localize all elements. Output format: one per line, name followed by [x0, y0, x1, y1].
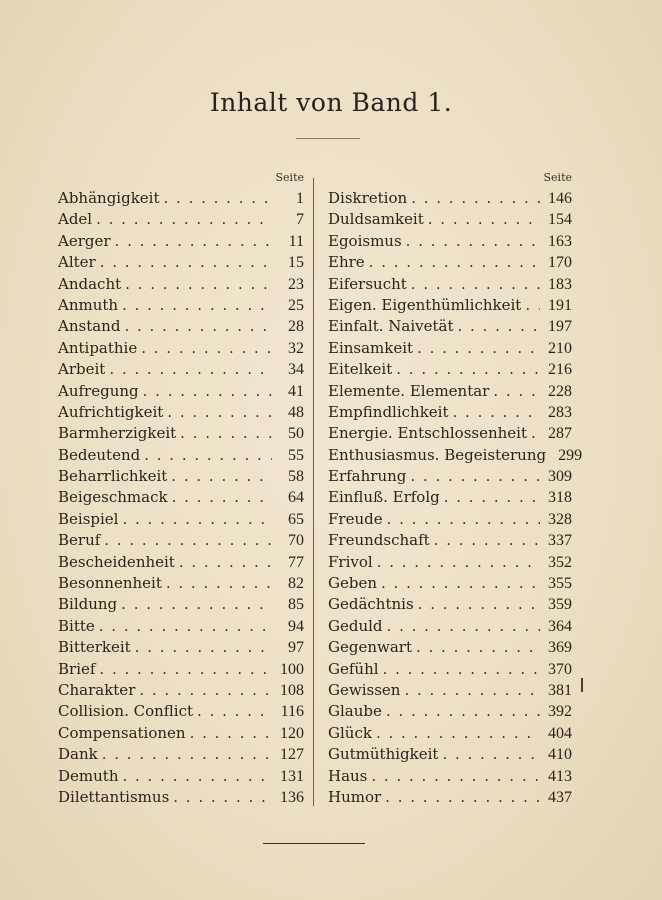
toc-entry [328, 445, 583, 466]
toc-entry-term: Besonnenheit [58, 574, 162, 593]
toc-entry-term: Gedächtnis [328, 595, 414, 614]
toc-entry-term: Bedeutend [58, 445, 141, 464]
dot-leader [124, 316, 272, 337]
column-header-left: Seite [275, 171, 304, 184]
dot-leader [376, 723, 540, 744]
dot-leader [122, 509, 272, 530]
dot-leader [369, 252, 540, 273]
dot-leader [167, 402, 272, 423]
toc-entry-term: Beruf [58, 531, 101, 550]
toc-entry-term: Enthusiasmus. Begeisterung [328, 445, 547, 464]
toc-entry-page: 94 [288, 617, 304, 635]
toc-entry-page: 381 [548, 681, 572, 699]
toc-entry-term: Beharrlichkeit [58, 467, 168, 486]
toc-entry-term: Andacht [58, 274, 122, 293]
toc-entry-term: Diskretion [328, 189, 408, 207]
toc-entry [58, 466, 304, 487]
toc-entry-term: Anstand [58, 317, 121, 336]
toc-entry [328, 231, 572, 252]
toc-entry [328, 637, 572, 658]
toc-entry-page: 85 [288, 596, 304, 614]
toc-entry [58, 316, 304, 337]
column-header-right: Seite [543, 171, 572, 184]
toc-entry [58, 231, 304, 252]
dot-leader [404, 680, 540, 701]
toc-entry-page: 191 [548, 296, 572, 314]
toc-entry-page: 404 [548, 724, 572, 742]
toc-entry-page: 116 [280, 703, 304, 721]
toc-entry-term: Egoismus [328, 231, 402, 250]
toc-entry [58, 188, 304, 209]
toc-entry-term: Ehre [328, 253, 365, 272]
dot-leader [122, 295, 272, 316]
toc-entry-term: Geduld [328, 616, 383, 635]
toc-entry-term: Barmherzigkeit [58, 424, 177, 443]
toc-entry-term: Bildung [58, 595, 118, 614]
toc-entry-page: 287 [548, 425, 572, 443]
toc-entry-page: 41 [288, 382, 304, 400]
toc-entry-page: 120 [280, 724, 304, 742]
toc-entry [328, 466, 572, 487]
toc-entry [328, 188, 572, 209]
dot-leader [371, 766, 540, 787]
column-divider [313, 178, 314, 806]
toc-entry-page: 23 [288, 275, 304, 293]
dot-leader [166, 573, 272, 594]
toc-entry [328, 680, 572, 701]
toc-entry-term: Demuth [58, 766, 119, 785]
toc-entry [58, 616, 304, 637]
dot-leader [381, 573, 540, 594]
toc-entry [328, 381, 572, 402]
toc-entry-term: Glaube [328, 702, 382, 721]
toc-entry [328, 594, 572, 615]
toc-entry [328, 744, 572, 765]
toc-entry-page: 413 [548, 767, 572, 785]
toc-entry-term: Charakter [58, 680, 136, 699]
toc-entry [58, 744, 304, 765]
dot-leader [190, 723, 272, 744]
toc-entry-page: 82 [288, 575, 304, 593]
dot-leader [122, 766, 272, 787]
dot-leader [383, 659, 540, 680]
toc-entry-page: 28 [288, 318, 304, 336]
toc-entry-page: 32 [288, 339, 304, 357]
toc-entry-term: Antipathie [58, 338, 138, 357]
dot-leader [197, 701, 272, 722]
toc-entry-page: 146 [548, 190, 572, 207]
toc-entry-page: 100 [280, 660, 304, 678]
toc-entry-term: Gutmüthigkeit [328, 745, 439, 764]
dot-leader [457, 316, 540, 337]
toc-entry-term: Compensationen [58, 723, 186, 742]
toc-entry [58, 594, 304, 615]
toc-entry-term: Geben [328, 574, 377, 593]
toc-entry [328, 316, 572, 337]
toc-entry [328, 338, 572, 359]
toc-entry [328, 359, 572, 380]
toc-entry-term: Aufrichtigkeit [58, 402, 164, 421]
page-title: Inhalt von Band 1. [209, 88, 453, 117]
dot-leader [179, 552, 272, 573]
toc-entry-term: Empfindlichkeit [328, 402, 449, 421]
toc-entry [58, 573, 304, 594]
toc-entry [58, 530, 304, 551]
toc-entry-page: 437 [548, 788, 572, 806]
toc-entry [328, 723, 572, 744]
title-rule [296, 138, 360, 139]
toc-entry [328, 509, 572, 530]
toc-entry-page: 318 [548, 489, 572, 507]
toc-entry [328, 209, 572, 230]
toc-entry-page: 352 [548, 553, 572, 571]
toc-entry-term: Energie. Entschlossenheit [328, 424, 527, 443]
dot-leader [115, 231, 272, 252]
toc-entry [328, 295, 572, 316]
toc-entry-page: 370 [548, 660, 572, 678]
dot-leader [531, 423, 540, 444]
toc-entry-term: Frivol [328, 552, 373, 571]
dot-leader [387, 616, 540, 637]
toc-entry [328, 573, 572, 594]
toc-entry [328, 552, 572, 573]
toc-entries-left [58, 188, 304, 808]
toc-entry [328, 252, 572, 273]
toc-entry [58, 680, 304, 701]
toc-entry-page: 97 [288, 639, 304, 657]
dot-leader [121, 594, 272, 615]
toc-entry-page: 65 [288, 510, 304, 528]
dot-leader [444, 487, 540, 508]
toc-entry-term: Freundschaft [328, 531, 430, 550]
toc-entry-term: Arbeit [58, 360, 106, 379]
toc-entry-page: 392 [548, 703, 572, 721]
toc-entry [328, 274, 572, 295]
toc-entry-term: Gefühl [328, 659, 379, 678]
dot-leader [387, 509, 540, 530]
dot-leader [434, 530, 540, 551]
toc-column-right [328, 168, 583, 808]
dot-leader [418, 594, 540, 615]
toc-entry-page: 309 [548, 468, 572, 486]
toc-entry-page: 108 [280, 681, 304, 699]
toc-entry [58, 766, 304, 787]
dot-leader [493, 381, 540, 402]
dot-leader [396, 359, 540, 380]
toc-entry-page: 163 [548, 232, 572, 250]
toc-entry-page: 64 [288, 489, 304, 507]
toc-entry [328, 616, 572, 637]
toc-entry-term: Brief [58, 659, 96, 678]
toc-entry-term: Einsamkeit [328, 338, 414, 357]
toc-entry-term: Adel [58, 210, 93, 229]
toc-entry-page: 11 [288, 232, 304, 250]
toc-entry-term: Einfluß. Erfolg [328, 488, 440, 507]
toc-entry-term: Einfalt. Naivetät [328, 317, 454, 336]
toc-entry [328, 423, 572, 444]
toc-entry-term: Duldsamkeit [328, 210, 424, 229]
toc-entries-right [328, 188, 583, 808]
toc-entry [58, 509, 304, 530]
toc-entry-term: Alter [58, 253, 96, 272]
toc-entry-page: 359 [548, 596, 572, 614]
dot-leader [410, 466, 540, 487]
toc-entry [58, 338, 304, 359]
toc-entry-term: Erfahrung [328, 467, 407, 486]
toc-entry [58, 381, 304, 402]
bottom-rule [263, 843, 365, 844]
toc-entry-term: Beigeschmack [58, 488, 168, 507]
dot-leader [377, 552, 540, 573]
toc-entry-page: 355 [548, 575, 572, 593]
toc-entry-page: 183 [548, 275, 572, 293]
dot-leader [172, 487, 272, 508]
toc-entry-page: 15 [288, 254, 304, 272]
toc-entry-term: Eifersucht [328, 274, 407, 293]
toc-entry [58, 209, 304, 230]
dot-leader [417, 338, 540, 359]
toc-entry-term: Beispiel [58, 509, 119, 528]
toc-entry-term: Bitterkeit [58, 638, 131, 657]
toc-entry-page: 55 [288, 446, 304, 464]
toc-entry [328, 402, 572, 423]
toc-entry-term: Abhängigkeit [58, 189, 160, 207]
toc-entry [58, 274, 304, 295]
toc-entry-page: 50 [288, 425, 304, 443]
dot-leader [525, 295, 540, 316]
toc-entry-page: 369 [548, 639, 572, 657]
dot-leader [173, 787, 272, 808]
toc-entry-term: Collision. Conflict [58, 702, 194, 721]
toc-entry [58, 787, 304, 808]
toc-entry-term: Bescheidenheit [58, 552, 175, 571]
dot-leader [442, 744, 540, 765]
toc-entry [58, 701, 304, 722]
dot-leader [411, 274, 540, 295]
dot-leader [102, 744, 272, 765]
toc-entry-page: 328 [548, 510, 572, 528]
toc-entry-page: 7 [296, 211, 304, 229]
toc-entry [328, 766, 572, 787]
toc-entry [58, 402, 304, 423]
toc-entry [328, 659, 572, 680]
toc-entry [58, 659, 304, 680]
toc-entry-term: Aerger [58, 231, 111, 250]
toc-entry [58, 295, 304, 316]
dot-leader [109, 359, 272, 380]
dot-leader [171, 466, 272, 487]
toc-entry-page: 283 [548, 403, 572, 421]
toc-entry [58, 723, 304, 744]
toc-entry-page: 58 [288, 468, 304, 486]
toc-entry-page: 216 [548, 361, 572, 379]
toc-entry-term: Haus [328, 766, 368, 785]
toc-entry-term: Aufregung [58, 381, 139, 400]
toc-entry-page: 127 [280, 746, 304, 764]
toc-entry-term: Freude [328, 509, 383, 528]
toc-entry-page: 197 [548, 318, 572, 336]
toc-entry-term: Gegenwart [328, 638, 412, 657]
dot-leader [100, 252, 272, 273]
toc-entry-page: 70 [288, 532, 304, 550]
toc-entry-page: 228 [548, 382, 572, 400]
toc-entry-term: Eigen. Eigenthümlichkeit [328, 295, 522, 314]
dot-leader [144, 445, 272, 466]
toc-entry-page: 364 [548, 617, 572, 635]
toc-entry [328, 530, 572, 551]
dot-leader [406, 231, 540, 252]
dot-leader [125, 274, 272, 295]
dot-leader [453, 402, 541, 423]
toc-entry-term: Humor [328, 787, 382, 806]
toc-entry [58, 252, 304, 273]
toc-entry-term: Elemente. Elementar [328, 381, 490, 400]
toc-entry [328, 487, 572, 508]
dot-leader [99, 616, 272, 637]
toc-entry-page: 299 [558, 446, 583, 464]
dot-leader [139, 680, 272, 701]
toc-entry-page: 48 [288, 403, 304, 421]
dot-leader [180, 423, 272, 444]
toc-entry-page: 77 [288, 553, 304, 571]
toc-entry-page: 34 [288, 361, 304, 379]
dot-leader [428, 209, 540, 230]
dot-leader [99, 659, 272, 680]
dot-leader [416, 637, 540, 658]
toc-entry [58, 423, 304, 444]
toc-entry [58, 637, 304, 658]
toc-entry [58, 487, 304, 508]
dot-leader [143, 381, 272, 402]
margin-mark [581, 678, 583, 692]
toc-entry-term: Bitte [58, 616, 95, 635]
toc-entry [58, 552, 304, 573]
toc-entry-page: 410 [548, 746, 572, 764]
toc-entry [58, 445, 304, 466]
dot-leader [104, 530, 272, 551]
toc-column-left [58, 168, 304, 808]
toc-entry-page: 154 [548, 211, 572, 229]
toc-entry-page: 25 [288, 296, 304, 314]
toc-entry [328, 701, 572, 722]
dot-leader [386, 701, 540, 722]
dot-leader [411, 188, 540, 209]
toc-entry-term: Dilettantismus [58, 787, 170, 806]
toc-entry-page: 136 [280, 788, 304, 806]
toc-entry-page: 337 [548, 532, 572, 550]
toc-entry-page: 131 [280, 767, 304, 785]
toc-entry [58, 359, 304, 380]
toc-entry-term: Eitelkeit [328, 360, 393, 379]
toc-entry-term: Glück [328, 723, 372, 742]
dot-leader [385, 787, 540, 808]
toc-entry-term: Dank [58, 745, 98, 764]
dot-leader [96, 209, 272, 230]
toc-entry-term: Gewissen [328, 680, 401, 699]
toc-entry-page: 210 [548, 339, 572, 357]
toc-entry [328, 787, 572, 808]
dot-leader [164, 188, 273, 209]
toc-entry-term: Anmuth [58, 295, 119, 314]
toc-entry-page: 170 [548, 254, 572, 272]
dot-leader [141, 338, 272, 359]
dot-leader [135, 637, 272, 658]
toc-entry-page: 1 [296, 190, 304, 207]
